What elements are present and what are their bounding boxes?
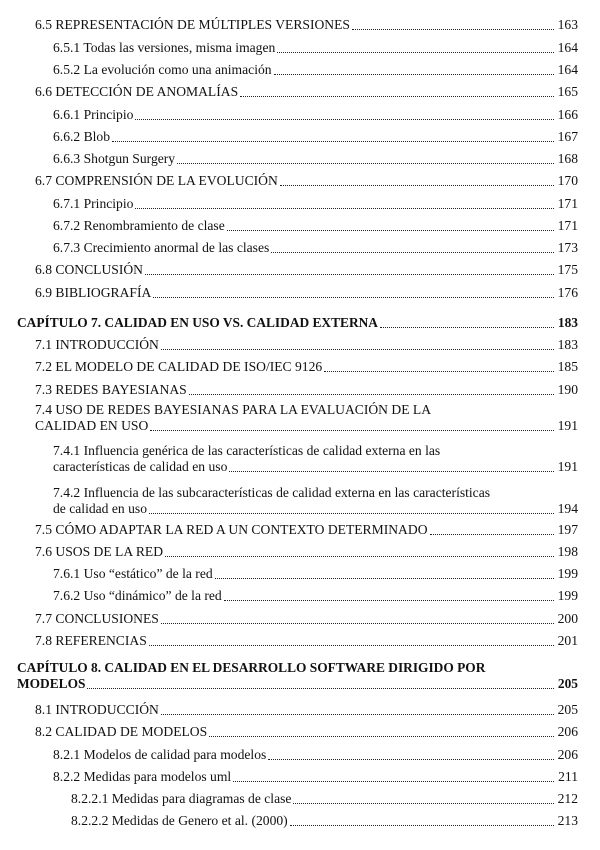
dot-leader — [145, 274, 554, 275]
toc-entry-title: 8.1 INTRODUCCIÓN — [35, 702, 159, 717]
toc-entry-title: CAPÍTULO 7. CALIDAD EN USO VS. CALIDAD EXTERNA — [17, 315, 378, 330]
toc-entry[interactable] — [35, 382, 578, 398]
toc-entry[interactable] — [53, 769, 578, 785]
dot-leader — [153, 297, 554, 298]
dot-leader — [215, 578, 554, 579]
toc-page-number: 171 — [557, 218, 578, 233]
toc-page-number: 185 — [557, 359, 578, 374]
dot-leader — [290, 825, 554, 826]
toc-entry[interactable] — [35, 702, 578, 718]
toc-page-number: 168 — [557, 151, 578, 166]
toc-entry[interactable] — [35, 173, 578, 189]
toc-entry[interactable] — [35, 84, 578, 100]
toc-entry-title: 6.7 COMPRENSIÓN DE LA EVOLUCIÓN — [35, 173, 278, 188]
toc-entry[interactable] — [53, 443, 578, 475]
toc-entry-title: 7.1 INTRODUCCIÓN — [35, 337, 159, 352]
toc-entry[interactable] — [35, 724, 578, 740]
dot-leader — [87, 688, 554, 689]
toc-entry-title: 6.6.1 Principio — [53, 107, 134, 122]
toc-entry-title: 7.4.1 Influencia genérica de las características de calidad externa en las — [53, 443, 441, 458]
toc-entry[interactable] — [53, 151, 578, 167]
toc-entry[interactable] — [53, 588, 578, 604]
toc-page-number: 165 — [557, 84, 578, 99]
toc-page-number: 205 — [557, 702, 578, 717]
toc-page-number: 205 — [557, 676, 578, 691]
toc-entry[interactable] — [35, 611, 578, 627]
toc-entry-title: 6.6 DETECCIÓN DE ANOMALÍAS — [35, 84, 239, 99]
toc-entry-title: 8.2.2.1 Medidas para diagramas de clase — [71, 791, 292, 806]
dot-leader — [352, 29, 554, 30]
toc-page-number: 194 — [557, 501, 578, 516]
toc-entry-title-continuation: de calidad en uso — [53, 501, 147, 516]
toc-page-number: 200 — [557, 611, 578, 626]
dot-leader — [177, 163, 554, 164]
toc-entry[interactable] — [71, 791, 578, 807]
toc-entry[interactable] — [35, 633, 578, 649]
toc-entry[interactable] — [53, 129, 578, 145]
toc-entry-title: 6.5.2 La evolución como una animación — [53, 62, 272, 77]
toc-page-number: 175 — [557, 262, 578, 277]
dot-leader — [233, 781, 554, 782]
toc-page-number: 212 — [557, 791, 578, 806]
toc-page-number: 199 — [557, 588, 578, 603]
toc-page-number: 190 — [557, 382, 578, 397]
toc-entry[interactable] — [53, 218, 578, 234]
toc-entry-title: 6.6.3 Shotgun Surgery — [53, 151, 176, 166]
toc-entry-title-continuation: CALIDAD EN USO — [35, 418, 149, 433]
toc-page-number: 213 — [557, 813, 578, 828]
toc-page-number: 163 — [557, 17, 578, 32]
dot-leader — [189, 394, 554, 395]
toc-entry-title: CAPÍTULO 8. CALIDAD EN EL DESARROLLO SOFTWARE DIRIGIDO POR — [17, 660, 486, 675]
toc-entry[interactable] — [35, 285, 578, 301]
dot-leader — [277, 52, 554, 53]
toc-entry[interactable] — [35, 359, 578, 375]
toc-page-number: 171 — [557, 196, 578, 211]
toc-page-number: 201 — [557, 633, 578, 648]
toc-entry-title: 8.2 CALIDAD DE MODELOS — [35, 724, 208, 739]
toc-entry[interactable] — [53, 62, 578, 78]
dot-leader — [161, 623, 554, 624]
toc-page-number: 183 — [557, 315, 578, 330]
toc-entry-title: 7.4 USO DE REDES BAYESIANAS PARA LA EVALUACIÓN DE LA — [35, 402, 432, 417]
dot-leader — [240, 96, 554, 97]
toc-entry[interactable] — [35, 17, 578, 33]
toc-entry[interactable] — [53, 747, 578, 763]
dot-leader — [430, 534, 554, 535]
toc-entry-title: 7.5 CÓMO ADAPTAR LA RED A UN CONTEXTO DETERMINADO — [35, 522, 428, 537]
toc-page-number: 183 — [557, 337, 578, 352]
toc-page-number: 197 — [557, 522, 578, 537]
dot-leader — [149, 513, 554, 514]
dot-leader — [165, 556, 554, 557]
toc-page-number: 198 — [557, 544, 578, 559]
toc-entry-title: 6.5.1 Todas las versiones, misma imagen — [53, 40, 276, 55]
dot-leader — [135, 208, 554, 209]
toc-entry-title: 8.2.1 Modelos de calidad para modelos — [53, 747, 267, 762]
toc-entry[interactable] — [35, 522, 578, 538]
toc-entry-title: 7.4.2 Influencia de las subcaracterísticas de calidad externa en las características — [53, 485, 491, 500]
dot-leader — [112, 141, 554, 142]
dot-leader — [380, 327, 554, 328]
toc-entry[interactable] — [53, 566, 578, 582]
dot-leader — [224, 600, 554, 601]
dot-leader — [271, 252, 554, 253]
toc-chapter-entry[interactable] — [17, 660, 578, 692]
toc-entry-title: 7.8 REFERENCIAS — [35, 633, 147, 648]
dot-leader — [324, 371, 554, 372]
dot-leader — [274, 74, 554, 75]
toc-page-number: 164 — [557, 62, 578, 77]
toc-entry[interactable] — [35, 402, 578, 434]
toc-page-number: 191 — [557, 459, 578, 474]
toc-entry-title: 8.2.2 Medidas para modelos uml — [53, 769, 232, 784]
toc-entry-title: 6.5 REPRESENTACIÓN DE MÚLTIPLES VERSIONES — [35, 17, 350, 32]
toc-entry-title: 6.8 CONCLUSIÓN — [35, 262, 143, 277]
toc-entry-title: 7.2 EL MODELO DE CALIDAD DE ISO/IEC 9126 — [35, 359, 323, 374]
toc-entry[interactable] — [71, 813, 578, 829]
toc-entry-title-continuation: MODELOS — [17, 676, 86, 691]
toc-page-number: 206 — [557, 747, 578, 762]
toc-entry[interactable] — [53, 40, 578, 56]
toc-entry[interactable] — [53, 196, 578, 212]
dot-leader — [161, 349, 554, 350]
toc-page-number: 173 — [557, 240, 578, 255]
toc-entry[interactable] — [35, 337, 578, 353]
toc-page-number: 191 — [557, 418, 578, 433]
dot-leader — [268, 759, 554, 760]
dot-leader — [149, 645, 554, 646]
toc-page-number: 199 — [557, 566, 578, 581]
toc-page-number: 206 — [557, 724, 578, 739]
toc-entry-title: 6.7.1 Principio — [53, 196, 134, 211]
toc-page-number: 166 — [557, 107, 578, 122]
toc-page-number: 164 — [557, 40, 578, 55]
toc-page-number: 167 — [557, 129, 578, 144]
dot-leader — [209, 736, 554, 737]
dot-leader — [150, 430, 554, 431]
toc-entry-title: 7.6.2 Uso “dinámico” de la red — [53, 588, 222, 603]
toc-entry-title: 6.7.3 Crecimiento anormal de las clases — [53, 240, 270, 255]
dot-leader — [227, 230, 554, 231]
toc-entry-title: 7.7 CONCLUSIONES — [35, 611, 159, 626]
toc-page-number: 176 — [557, 285, 578, 300]
toc-entry[interactable] — [53, 485, 578, 517]
toc-entry-title: 6.7.2 Renombramiento de clase — [53, 218, 225, 233]
dot-leader — [280, 185, 554, 186]
toc-entry-title: 7.6.1 Uso “estático” de la red — [53, 566, 213, 581]
dot-leader — [229, 471, 554, 472]
toc-entry[interactable] — [53, 240, 578, 256]
toc-entry-title: 6.6.2 Blob — [53, 129, 111, 144]
toc-entry-title: 7.3 REDES BAYESIANAS — [35, 382, 187, 397]
toc-entry-title: 6.9 BIBLIOGRAFÍA — [35, 285, 152, 300]
toc-page-number: 170 — [557, 173, 578, 188]
toc-entry[interactable] — [53, 107, 578, 123]
toc-entry-title-continuation: características de calidad en uso — [53, 459, 228, 474]
dot-leader — [161, 714, 554, 715]
toc-chapter-entry[interactable] — [17, 315, 578, 331]
toc-page-number: 211 — [558, 769, 578, 784]
toc-entry[interactable] — [35, 544, 578, 560]
dot-leader — [135, 119, 554, 120]
toc-entry[interactable] — [35, 262, 578, 278]
toc-entry-title: 7.6 USOS DE LA RED — [35, 544, 164, 559]
dot-leader — [293, 803, 554, 804]
toc-entry-title: 8.2.2.2 Medidas de Genero et al. (2000) — [71, 813, 288, 828]
